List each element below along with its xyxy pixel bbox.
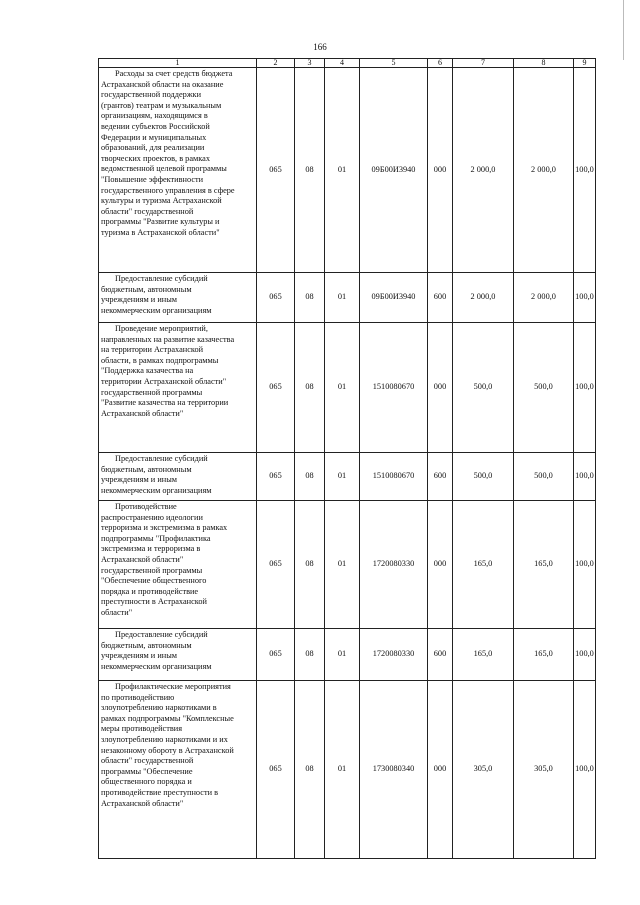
cell-expense-type: 000 (428, 68, 453, 273)
cell-target-article: 1720080330 (360, 501, 428, 629)
table-row (99, 453, 596, 501)
cell-subsection: 01 (325, 68, 360, 273)
cell-amount-plan: 165,0 (453, 501, 514, 629)
cell-amount-plan: 500,0 (453, 323, 514, 453)
cell-percent: 100,0 (574, 501, 596, 629)
cell-expense-type: 000 (428, 323, 453, 453)
header-cell-9: 9 (574, 59, 596, 68)
budget-table (98, 58, 596, 859)
cell-amount-actual: 305,0 (514, 681, 574, 859)
cell-admin-code: 065 (257, 501, 295, 629)
cell-subsection: 01 (325, 323, 360, 453)
cell-amount-actual: 165,0 (514, 501, 574, 629)
row-description: Предоставление субсидий бюджетным, автономным учреждениям и иным некоммерческим организациям (99, 629, 257, 681)
header-cell-7: 7 (453, 59, 514, 68)
cell-amount-actual: 500,0 (514, 453, 574, 501)
header-cell-4: 4 (325, 59, 360, 68)
cell-admin-code: 065 (257, 273, 295, 323)
row-description: Предоставление субсидий бюджетным, автономным учреждениям и иным некоммерческим организациям (99, 453, 257, 501)
row-description: Предоставление субсидий бюджетным, автономным учреждениям и иным некоммерческим организациям (99, 273, 257, 323)
cell-section: 08 (295, 323, 325, 453)
table-header-row (99, 59, 596, 68)
cell-amount-actual: 2 000,0 (514, 273, 574, 323)
cell-subsection: 01 (325, 501, 360, 629)
cell-subsection: 01 (325, 681, 360, 859)
cell-amount-plan: 500,0 (453, 453, 514, 501)
row-description: Противодействие распространению идеологии терроризма и экстремизма в рамках подпрограммы "Профилактика экстремизма и терроризма в Астраханской области" государственной программы "Обеспечение общественного порядка и противодействие преступности в Астраханской области" (99, 501, 257, 629)
cell-target-article: 1510080670 (360, 323, 428, 453)
cell-target-article: 1730080340 (360, 681, 428, 859)
cell-target-article: 1510080670 (360, 453, 428, 501)
page-number: 166 (313, 42, 327, 52)
cell-amount-plan: 2 000,0 (453, 273, 514, 323)
cell-section: 08 (295, 501, 325, 629)
table-row (99, 681, 596, 859)
table-row (99, 501, 596, 629)
cell-section: 08 (295, 273, 325, 323)
cell-percent: 100,0 (574, 273, 596, 323)
cell-percent: 100,0 (574, 681, 596, 859)
cell-section: 08 (295, 68, 325, 273)
cell-target-article: 09Б00И3940 (360, 273, 428, 323)
cell-expense-type: 600 (428, 629, 453, 681)
cell-admin-code: 065 (257, 629, 295, 681)
cell-amount-plan: 165,0 (453, 629, 514, 681)
cell-percent: 100,0 (574, 629, 596, 681)
cell-target-article: 1720080330 (360, 629, 428, 681)
cell-amount-actual: 165,0 (514, 629, 574, 681)
cell-target-article: 09Б00И3940 (360, 68, 428, 273)
cell-admin-code: 065 (257, 681, 295, 859)
table-row (99, 68, 596, 273)
cell-amount-actual: 500,0 (514, 323, 574, 453)
cell-expense-type: 000 (428, 501, 453, 629)
cell-admin-code: 065 (257, 453, 295, 501)
cell-percent: 100,0 (574, 453, 596, 501)
cell-admin-code: 065 (257, 323, 295, 453)
header-cell-3: 3 (295, 59, 325, 68)
table-row (99, 323, 596, 453)
cell-expense-type: 000 (428, 681, 453, 859)
header-cell-8: 8 (514, 59, 574, 68)
cell-expense-type: 600 (428, 273, 453, 323)
cell-subsection: 01 (325, 273, 360, 323)
cell-admin-code: 065 (257, 68, 295, 273)
cell-amount-plan: 305,0 (453, 681, 514, 859)
cell-section: 08 (295, 629, 325, 681)
cell-section: 08 (295, 681, 325, 859)
cell-subsection: 01 (325, 629, 360, 681)
row-description: Расходы за счет средств бюджета Астраханской области на оказание государственной поддержки (грантов) театрам и музыкальным организациям, находящимся в ведении субъектов Российской Федерации и муниципальных образований, для реализации творческих проектов, в рамках ведомственной целевой программы "Повышение эффективности государственного управления в сфере культуры и туризма Астраханской области" государственной программы "Развитие культуры и туризма в Астраханской области" (99, 68, 257, 273)
header-cell-2: 2 (257, 59, 295, 68)
cell-percent: 100,0 (574, 68, 596, 273)
cell-subsection: 01 (325, 453, 360, 501)
header-cell-1: 1 (99, 59, 257, 68)
table-row (99, 273, 596, 323)
row-description: Профилактические мероприятия по противодействию злоупотреблению наркотиками в рамках подпрограммы "Комплексные меры противодействия злоупотреблению наркотиками и их незаконному обороту в Астраханской области" государственной программы "Обеспечение общественного порядка и противодействие преступности в Астраханской области" (99, 681, 257, 859)
cell-amount-plan: 2 000,0 (453, 68, 514, 273)
cell-section: 08 (295, 453, 325, 501)
header-cell-5: 5 (360, 59, 428, 68)
table-row (99, 629, 596, 681)
cell-expense-type: 600 (428, 453, 453, 501)
cell-percent: 100,0 (574, 323, 596, 453)
cell-amount-actual: 2 000,0 (514, 68, 574, 273)
header-cell-6: 6 (428, 59, 453, 68)
row-description: Проведение мероприятий, направленных на развитие казачества на территории Астраханской области, в рамках подпрограммы "Поддержка казачества на территории Астраханской области" государственной программы "Развитие казачества на территории Астраханской области" (99, 323, 257, 453)
